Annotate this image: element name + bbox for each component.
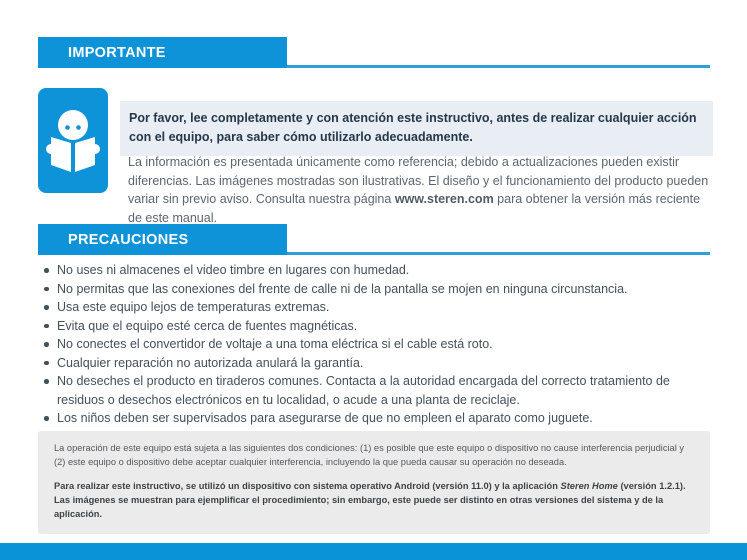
important-body-paragraph <box>128 153 714 227</box>
section-title-precauciones: PRECAUCIONES <box>68 231 189 248</box>
precauciones-header <box>38 224 710 255</box>
precauciones-title-tab <box>38 224 287 255</box>
legal-app-note <box>54 480 694 522</box>
legal-note-box <box>38 431 710 534</box>
section-title-importante: IMPORTANTE <box>68 44 166 61</box>
steren-home-app-name: Steren Home <box>560 480 618 491</box>
important-highlight-box <box>120 101 713 156</box>
important-body-pre: La información es presentada únicamente como referencia; debido a actualizaciones pueden existir diferencias. Las imágenes mostradas son ilustrativas. El diseño y el funcionamiento del producto pueden variar sin previo aviso. Consulta nuestra página <box>128 155 709 206</box>
bottom-brand-bar <box>0 543 747 560</box>
legal-note-post: (versión 1.2.1). Las imágenes se muestran para ejemplificar el procedimiento; sin embargo, este puede ser distinto en otras versiones del sistema y de la aplicación. <box>54 480 686 519</box>
precaution-item: Cualquier reparación no autorizada anulará la garantía. <box>40 354 712 373</box>
precaution-item: Evita que el equipo esté cerca de fuentes magnéticas. <box>40 317 712 336</box>
important-body-post: para obtener la versión más reciente de este manual. <box>128 192 701 225</box>
steren-url-text: www.steren.com <box>394 192 494 206</box>
precautions-list <box>40 261 712 428</box>
reading-mascot-icon <box>38 88 108 193</box>
precaution-item: Los niños deben ser supervisados para asegurarse de que no empleen el aparato como juguete. <box>40 409 712 428</box>
precaution-item: No conectes el convertidor de voltaje a una toma eléctrica si el cable está roto. <box>40 335 712 354</box>
importante-header <box>38 37 710 68</box>
precaution-item: No uses ni almacenes el video timbre en lugares con humedad. <box>40 261 712 280</box>
legal-conditions-text: La operación de este equipo está sujeta a las siguientes dos condiciones: (1) es posible que este equipo o dispositivo no cause interferencia perjudicial y (2) este equipo o dispositivo debe aceptar cualquier interferencia, incluyendo la que pueda causar su operación no deseada. <box>54 443 685 467</box>
legal-note-pre: Para realizar este instructivo, se utilizó un dispositivo con sistema operativo Android (versión 11.0) y la aplicación <box>54 480 561 491</box>
importante-title-tab <box>38 37 287 68</box>
important-highlight-text: Por favor, lee completamente y con atención este instructivo, antes de realizar cualquier acción con el equipo, para saber cómo utilizarlo adecuadamente. <box>129 111 697 144</box>
precaution-item: No deseches el producto en tiraderos comunes. Contacta a la autoridad encargada del correcto tratamiento de residuos o desechos electrónicos en tu localidad, o acude a una planta de reciclaje. <box>40 372 712 409</box>
precaution-item: Usa este equipo lejos de temperaturas extremas. <box>40 298 712 317</box>
precaution-item: No permitas que las conexiones del frente de calle ni de la pantalla se mojen en ninguna circunstancia. <box>40 280 712 299</box>
